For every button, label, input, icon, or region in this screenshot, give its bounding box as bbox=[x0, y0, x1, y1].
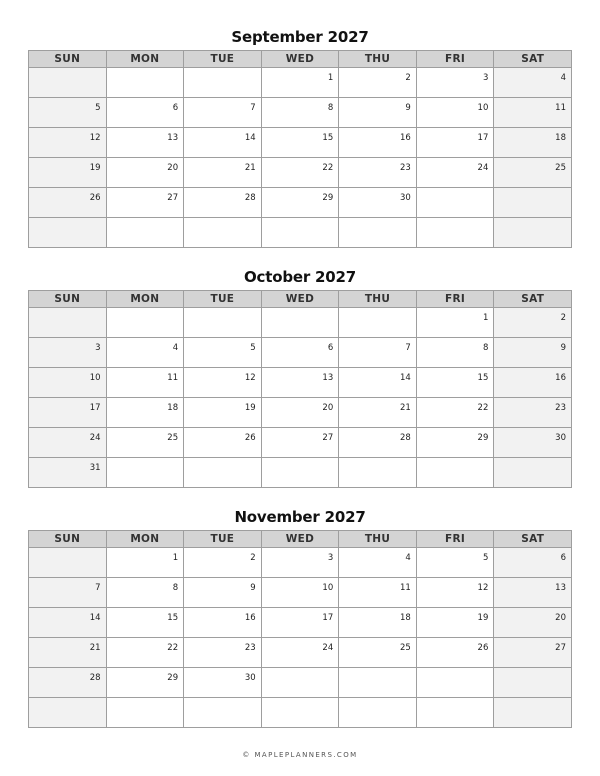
day-cell: 29 bbox=[416, 428, 494, 458]
day-cell: 5 bbox=[29, 98, 107, 128]
day-cell: 26 bbox=[29, 188, 107, 218]
weekday-header-tue: TUE bbox=[184, 51, 262, 68]
day-cell bbox=[29, 218, 107, 248]
day-cell bbox=[339, 698, 417, 728]
day-cell bbox=[416, 668, 494, 698]
weekday-header-thu: THU bbox=[339, 51, 417, 68]
day-cell: 17 bbox=[416, 128, 494, 158]
day-cell: 21 bbox=[339, 398, 417, 428]
day-cell: 3 bbox=[29, 338, 107, 368]
day-cell bbox=[261, 698, 339, 728]
day-cell bbox=[416, 458, 494, 488]
day-cell: 24 bbox=[29, 428, 107, 458]
day-cell bbox=[106, 218, 184, 248]
day-cell: 23 bbox=[494, 398, 572, 428]
day-cell bbox=[106, 68, 184, 98]
day-cell: 17 bbox=[29, 398, 107, 428]
day-cell: 2 bbox=[184, 548, 262, 578]
day-cell bbox=[106, 698, 184, 728]
weekday-header-tue: TUE bbox=[184, 531, 262, 548]
day-cell: 20 bbox=[106, 158, 184, 188]
day-cell: 22 bbox=[416, 398, 494, 428]
day-cell bbox=[494, 698, 572, 728]
day-cell: 7 bbox=[339, 338, 417, 368]
day-cell bbox=[339, 668, 417, 698]
week-row bbox=[29, 188, 572, 218]
day-cell: 13 bbox=[494, 578, 572, 608]
day-cell: 25 bbox=[339, 638, 417, 668]
day-cell: 2 bbox=[339, 68, 417, 98]
day-cell bbox=[261, 668, 339, 698]
weekday-header-thu: THU bbox=[339, 291, 417, 308]
week-row bbox=[29, 578, 572, 608]
day-cell: 23 bbox=[184, 638, 262, 668]
day-cell: 27 bbox=[106, 188, 184, 218]
day-cell: 10 bbox=[416, 98, 494, 128]
day-cell bbox=[416, 188, 494, 218]
day-cell: 27 bbox=[261, 428, 339, 458]
day-cell: 5 bbox=[416, 548, 494, 578]
day-cell: 22 bbox=[106, 638, 184, 668]
weekday-header-mon: MON bbox=[106, 291, 184, 308]
week-row bbox=[29, 548, 572, 578]
month-title: September 2027 bbox=[231, 28, 369, 46]
week-row bbox=[29, 428, 572, 458]
day-cell bbox=[261, 308, 339, 338]
day-cell: 1 bbox=[416, 308, 494, 338]
day-cell: 30 bbox=[339, 188, 417, 218]
day-cell: 12 bbox=[29, 128, 107, 158]
day-cell: 4 bbox=[106, 338, 184, 368]
week-row bbox=[29, 338, 572, 368]
footer-credit: © MAPLEPLANNERS.COM bbox=[242, 751, 358, 759]
day-cell bbox=[494, 188, 572, 218]
day-cell bbox=[339, 458, 417, 488]
weekday-header-fri: FRI bbox=[416, 51, 494, 68]
day-cell: 18 bbox=[339, 608, 417, 638]
day-cell bbox=[29, 68, 107, 98]
day-cell: 14 bbox=[339, 368, 417, 398]
day-cell: 1 bbox=[106, 548, 184, 578]
day-cell: 19 bbox=[416, 608, 494, 638]
day-cell: 7 bbox=[184, 98, 262, 128]
day-cell: 20 bbox=[261, 398, 339, 428]
day-cell: 10 bbox=[29, 368, 107, 398]
week-row bbox=[29, 128, 572, 158]
weekday-header-sun: SUN bbox=[29, 291, 107, 308]
day-cell: 4 bbox=[339, 548, 417, 578]
weekday-header-sun: SUN bbox=[29, 51, 107, 68]
day-cell: 25 bbox=[494, 158, 572, 188]
weekday-header-fri: FRI bbox=[416, 291, 494, 308]
day-cell bbox=[416, 698, 494, 728]
day-cell: 11 bbox=[494, 98, 572, 128]
day-cell: 11 bbox=[106, 368, 184, 398]
day-cell: 28 bbox=[184, 188, 262, 218]
day-cell: 19 bbox=[184, 398, 262, 428]
day-cell: 18 bbox=[494, 128, 572, 158]
month-september bbox=[28, 26, 572, 248]
day-cell: 3 bbox=[416, 68, 494, 98]
day-cell: 15 bbox=[261, 128, 339, 158]
day-cell: 8 bbox=[106, 578, 184, 608]
day-cell: 28 bbox=[29, 668, 107, 698]
day-cell bbox=[184, 218, 262, 248]
day-cell bbox=[106, 308, 184, 338]
month-grid bbox=[28, 290, 572, 488]
day-cell bbox=[184, 68, 262, 98]
day-cell: 23 bbox=[339, 158, 417, 188]
day-cell bbox=[29, 548, 107, 578]
day-cell: 4 bbox=[494, 68, 572, 98]
day-cell bbox=[494, 458, 572, 488]
day-cell bbox=[106, 458, 184, 488]
day-cell bbox=[261, 458, 339, 488]
weekday-header-fri: FRI bbox=[416, 531, 494, 548]
weekday-header-row bbox=[29, 291, 572, 308]
weekday-header-wed: WED bbox=[261, 531, 339, 548]
day-cell bbox=[184, 458, 262, 488]
day-cell: 9 bbox=[494, 338, 572, 368]
day-cell: 30 bbox=[184, 668, 262, 698]
day-cell bbox=[29, 308, 107, 338]
day-cell: 7 bbox=[29, 578, 107, 608]
weekday-header-mon: MON bbox=[106, 531, 184, 548]
day-cell bbox=[494, 218, 572, 248]
day-cell: 15 bbox=[416, 368, 494, 398]
day-cell: 22 bbox=[261, 158, 339, 188]
week-row bbox=[29, 308, 572, 338]
day-cell bbox=[339, 218, 417, 248]
day-cell: 2 bbox=[494, 308, 572, 338]
week-row bbox=[29, 458, 572, 488]
day-cell: 16 bbox=[339, 128, 417, 158]
day-cell: 15 bbox=[106, 608, 184, 638]
day-cell: 10 bbox=[261, 578, 339, 608]
day-cell: 8 bbox=[416, 338, 494, 368]
weekday-header-row bbox=[29, 51, 572, 68]
day-cell: 14 bbox=[184, 128, 262, 158]
day-cell: 31 bbox=[29, 458, 107, 488]
weekday-header-wed: WED bbox=[261, 51, 339, 68]
week-row bbox=[29, 638, 572, 668]
day-cell: 30 bbox=[494, 428, 572, 458]
day-cell: 8 bbox=[261, 98, 339, 128]
day-cell: 6 bbox=[106, 98, 184, 128]
weekday-header-sat: SAT bbox=[494, 531, 572, 548]
day-cell: 9 bbox=[184, 578, 262, 608]
day-cell: 26 bbox=[416, 638, 494, 668]
week-row bbox=[29, 368, 572, 398]
weekday-header-thu: THU bbox=[339, 531, 417, 548]
day-cell: 14 bbox=[29, 608, 107, 638]
day-cell: 20 bbox=[494, 608, 572, 638]
day-cell: 18 bbox=[106, 398, 184, 428]
day-cell: 12 bbox=[184, 368, 262, 398]
day-cell bbox=[416, 218, 494, 248]
weekday-header-sat: SAT bbox=[494, 51, 572, 68]
day-cell bbox=[339, 308, 417, 338]
day-cell bbox=[261, 218, 339, 248]
month-grid bbox=[28, 530, 572, 728]
weekday-header-wed: WED bbox=[261, 291, 339, 308]
week-row bbox=[29, 68, 572, 98]
day-cell: 26 bbox=[184, 428, 262, 458]
day-cell bbox=[184, 308, 262, 338]
day-cell: 16 bbox=[184, 608, 262, 638]
day-cell: 13 bbox=[261, 368, 339, 398]
day-cell bbox=[29, 698, 107, 728]
day-cell: 25 bbox=[106, 428, 184, 458]
day-cell: 3 bbox=[261, 548, 339, 578]
week-row bbox=[29, 98, 572, 128]
week-row bbox=[29, 608, 572, 638]
day-cell: 1 bbox=[261, 68, 339, 98]
day-cell: 24 bbox=[416, 158, 494, 188]
weekday-header-sat: SAT bbox=[494, 291, 572, 308]
day-cell: 19 bbox=[29, 158, 107, 188]
day-cell: 21 bbox=[184, 158, 262, 188]
day-cell bbox=[494, 668, 572, 698]
weekday-header-mon: MON bbox=[106, 51, 184, 68]
weekday-header-sun: SUN bbox=[29, 531, 107, 548]
day-cell: 17 bbox=[261, 608, 339, 638]
day-cell: 21 bbox=[29, 638, 107, 668]
month-october bbox=[28, 266, 572, 488]
week-row bbox=[29, 698, 572, 728]
day-cell: 9 bbox=[339, 98, 417, 128]
month-november bbox=[28, 506, 572, 728]
month-grid bbox=[28, 50, 572, 248]
day-cell: 12 bbox=[416, 578, 494, 608]
day-cell: 27 bbox=[494, 638, 572, 668]
day-cell: 6 bbox=[494, 548, 572, 578]
month-title: October 2027 bbox=[244, 268, 356, 286]
week-row bbox=[29, 668, 572, 698]
week-row bbox=[29, 398, 572, 428]
day-cell: 28 bbox=[339, 428, 417, 458]
day-cell: 6 bbox=[261, 338, 339, 368]
day-cell: 29 bbox=[261, 188, 339, 218]
day-cell: 5 bbox=[184, 338, 262, 368]
month-title: November 2027 bbox=[234, 508, 366, 526]
day-cell: 24 bbox=[261, 638, 339, 668]
day-cell: 11 bbox=[339, 578, 417, 608]
day-cell: 29 bbox=[106, 668, 184, 698]
week-row bbox=[29, 218, 572, 248]
weekday-header-row bbox=[29, 531, 572, 548]
day-cell: 16 bbox=[494, 368, 572, 398]
day-cell: 13 bbox=[106, 128, 184, 158]
weekday-header-tue: TUE bbox=[184, 291, 262, 308]
week-row bbox=[29, 158, 572, 188]
day-cell bbox=[184, 698, 262, 728]
